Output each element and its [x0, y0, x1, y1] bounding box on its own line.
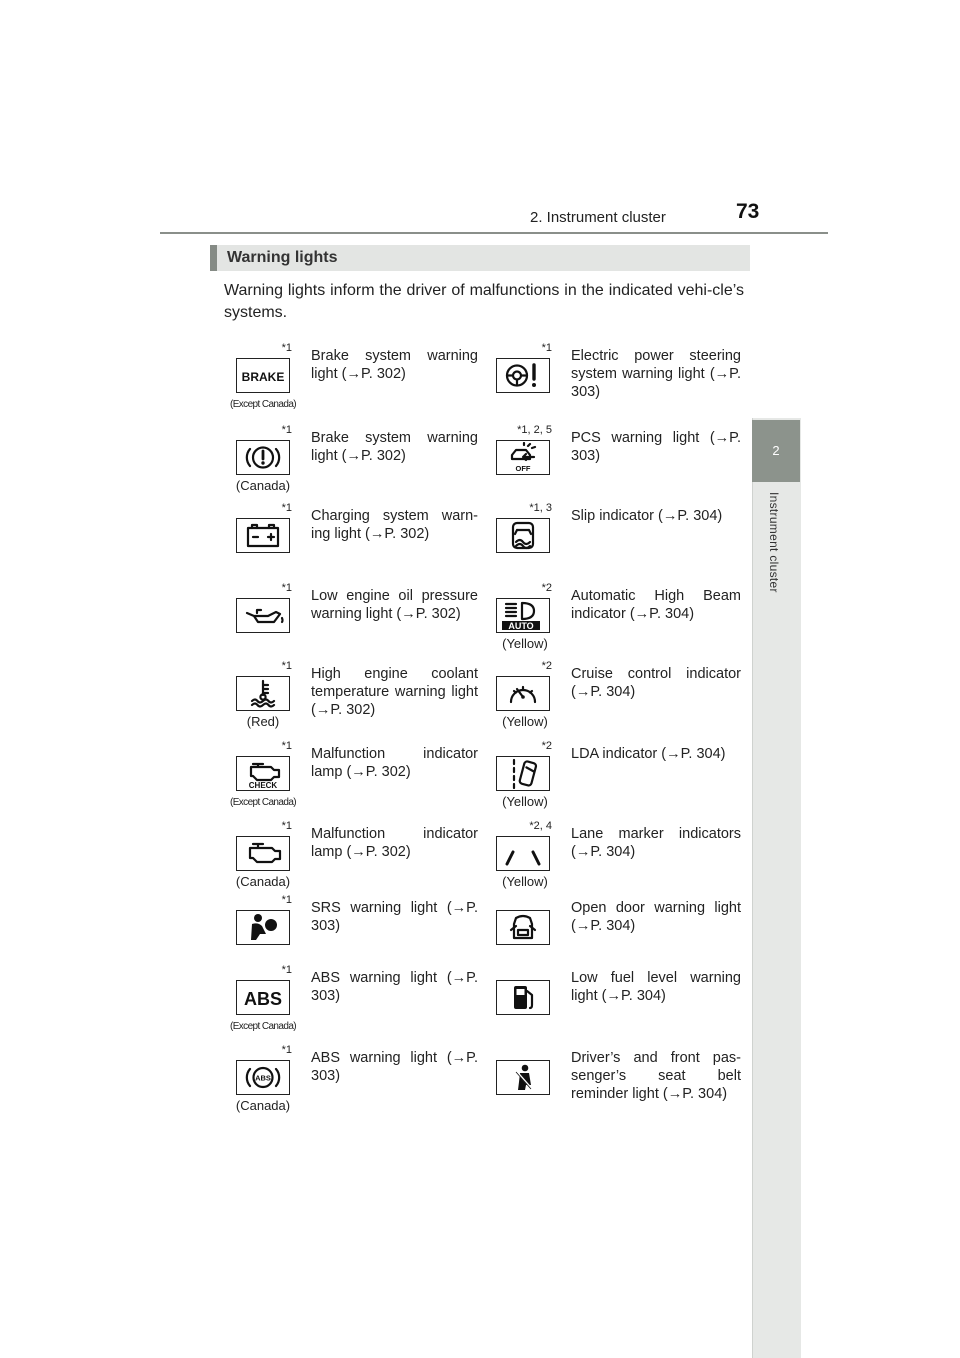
chapter-number-tab: 2 [752, 420, 800, 482]
svg-text:CHECK: CHECK [248, 781, 278, 789]
section-heading: Warning lights [210, 245, 750, 271]
warning-light-entry [224, 500, 482, 578]
region-caption: (Yellow) [502, 636, 548, 651]
warning-light-entry [224, 658, 482, 736]
check-engine-icon [236, 756, 290, 791]
engine-icon [236, 836, 290, 871]
brake-text-icon [236, 358, 290, 393]
light-description: ABS warning light (→P. 303) [311, 970, 478, 1004]
footnote-marker: *1 [281, 740, 292, 752]
light-description: LDA indicator (→P. 304) [571, 746, 726, 762]
intro-paragraph: Warning lights inform the driver of malfunctions in the indicated vehi-cle’s systems. [224, 282, 744, 321]
running-header: 2. Instrument cluster [530, 209, 666, 226]
light-description: Open door warning light (→P. 304) [571, 900, 741, 934]
warning-light-entry [486, 658, 744, 736]
lda-icon [496, 756, 550, 791]
footnote-marker: *1 [281, 342, 292, 354]
region-caption: (Except Canada) [229, 797, 297, 808]
coolant-temperature-icon [236, 676, 290, 711]
footnote-marker: *2 [541, 660, 552, 672]
footnote-marker: *2 [541, 740, 552, 752]
abs-circle-icon [236, 1060, 290, 1095]
warning-light-entry [486, 422, 744, 500]
table-row [224, 892, 744, 970]
region-caption: (Canada) [235, 874, 291, 889]
region-caption: (Red) [246, 714, 280, 729]
light-description: Brake system warning light (→P. 302) [311, 430, 478, 464]
light-description: Slip indicator (→P. 304) [571, 508, 723, 524]
warning-light-entry [224, 580, 482, 658]
table-row [224, 658, 744, 736]
region-caption: (Canada) [235, 478, 291, 493]
warning-light-entry [486, 580, 744, 658]
light-description: Low engine oil pressure warning light (→P. 302) [311, 588, 478, 622]
footnote-marker: *1 [281, 582, 292, 594]
srs-airbag-icon [236, 910, 290, 945]
region-caption: (Yellow) [502, 794, 548, 809]
open-door-icon [496, 910, 550, 945]
light-description: Low fuel level warning light (→P. 304) [571, 970, 741, 1004]
light-description: Automatic High Beam indicator (→P. 304) [571, 588, 741, 622]
footnote-marker: *2 [541, 582, 552, 594]
region-caption: (Yellow) [502, 714, 548, 729]
warning-light-entry [486, 962, 744, 1040]
auto-high-beam-icon [496, 598, 550, 633]
footnote-marker: *1, 3 [529, 502, 552, 514]
light-description: Cruise control indicator (→P. 304) [571, 666, 741, 700]
slip-icon [496, 518, 550, 553]
page-number: 73 [736, 200, 760, 223]
light-description: ABS warning light (→P. 303) [311, 1050, 478, 1084]
steering-warning-icon [496, 358, 550, 393]
warning-light-entry [486, 1042, 744, 1120]
warning-light-entry [224, 422, 482, 500]
region-caption: (Canada) [235, 1098, 291, 1113]
warning-light-entry [486, 738, 744, 816]
region-caption: (Except Canada) [229, 399, 297, 410]
light-description: Lane marker indicators (→P. 304) [571, 826, 741, 860]
oil-can-icon [236, 598, 290, 633]
table-row [224, 580, 744, 658]
warning-light-entry [224, 818, 482, 896]
table-row [224, 818, 744, 896]
warning-light-entry [486, 340, 744, 418]
table-row [224, 422, 744, 500]
svg-text:BRAKE: BRAKE [241, 370, 285, 384]
light-description: Driver’s and front pas-senger’s seat belt reminder light (→P. 304) [571, 1050, 741, 1102]
warning-light-entry [224, 892, 482, 970]
warning-light-entry [486, 500, 744, 578]
table-row [224, 340, 744, 418]
svg-text:ABS: ABS [243, 989, 283, 1009]
footnote-marker: *1 [281, 1044, 292, 1056]
region-caption: (Except Canada) [229, 1021, 297, 1032]
light-description: Malfunction indicator lamp (→P. 302) [311, 826, 478, 860]
region-caption: (Yellow) [502, 874, 548, 889]
seat-belt-icon [496, 1060, 550, 1095]
light-description: Charging system warn-ing light (→P. 302) [311, 508, 478, 542]
table-row [224, 738, 744, 816]
table-row [224, 962, 744, 1040]
footnote-marker: *1 [281, 820, 292, 832]
footnote-marker: *1 [281, 502, 292, 514]
lane-marker-icon [496, 836, 550, 871]
header-rule [160, 232, 828, 234]
fuel-pump-icon [496, 980, 550, 1015]
footnote-marker: *2, 4 [529, 820, 552, 832]
battery-icon [236, 518, 290, 553]
light-description: PCS warning light (→P. 303) [571, 430, 741, 464]
light-description: Malfunction indicator lamp (→P. 302) [311, 746, 478, 780]
footnote-marker: *1 [281, 964, 292, 976]
warning-light-entry [224, 340, 482, 418]
svg-text:ABS: ABS [255, 1073, 271, 1083]
warning-light-entry [224, 738, 482, 816]
light-description: Electric power steering system warning light (→P. 303) [571, 348, 741, 400]
pcs-off-icon [496, 440, 550, 475]
warning-light-entry [224, 1042, 482, 1120]
cruise-control-icon [496, 676, 550, 711]
svg-text:OFF: OFF [515, 464, 531, 473]
svg-text:AUTO: AUTO [508, 621, 534, 631]
abs-text-icon [236, 980, 290, 1015]
footnote-marker: *1, 2, 5 [517, 424, 552, 436]
footnote-marker: *1 [281, 424, 292, 436]
light-description: Brake system warning light (→P. 302) [311, 348, 478, 382]
footnote-marker: *1 [281, 894, 292, 906]
chapter-title: Instrument cluster [767, 492, 781, 593]
light-description: SRS warning light (→P. 303) [311, 900, 478, 934]
table-row [224, 500, 744, 578]
table-row [224, 1042, 744, 1120]
light-description: High engine coolant temperature warning light (→P. 302) [311, 666, 478, 718]
warning-light-entry [486, 818, 744, 896]
brake-circle-icon [236, 440, 290, 475]
footnote-marker: *1 [541, 342, 552, 354]
warning-light-entry [486, 892, 744, 970]
warning-light-entry [224, 962, 482, 1040]
footnote-marker: *1 [281, 660, 292, 672]
